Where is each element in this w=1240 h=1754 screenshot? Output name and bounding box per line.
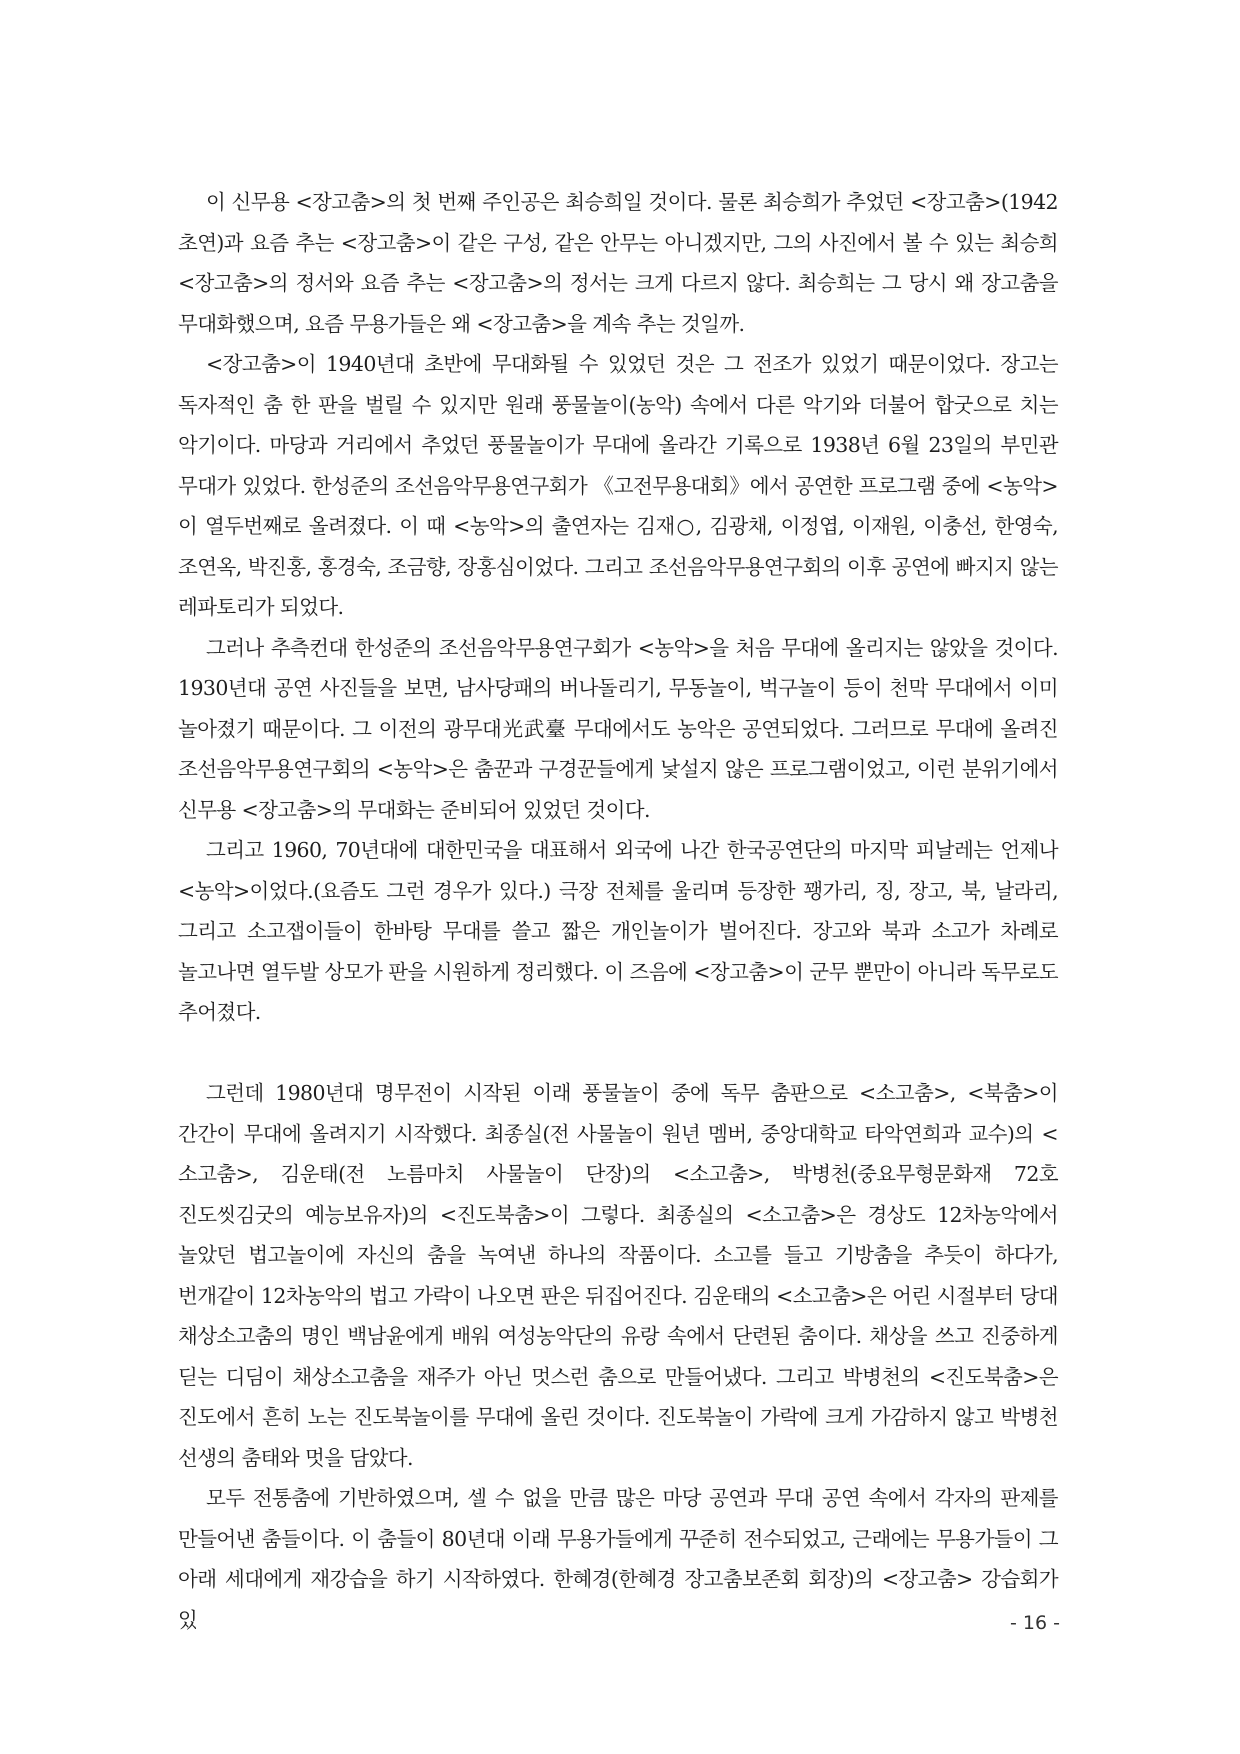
page-number: - 16 -	[1010, 1612, 1060, 1634]
paragraph-3: 그러나 추측컨대 한성준의 조선음악무용연구회가 <농악>을 처음 무대에 올리지는 않았을 것이다. 1930년대 공연 사진들을 보면, 남사당패의 버나돌리기, 무동놀이, 벅구놀이 등이 천막 무대에서 이미 놀아졌기 때문이다. 그 이전의 광무대光武臺 무대에서도 농악은 공연되었다. 그러므로 무대에 올려진 조선음악무용연구회의 <농악>은 춤꾼과 구경꾼들에게 낯설지 않은 프로그램이었고, 이런 분위기에서 신무용 <장고춤>의 무대화는 준비되어 있었던 것이다.	[178, 635, 1058, 822]
paragraph-1: 이 신무용 <장고춤>의 첫 번째 주인공은 최승희일 것이다. 물론 최승희가 추었던 <장고춤>(1942 초연)과 요즘 추는 <장고춤>이 같은 구성, 같은 안무는 아니겠지만, 그의 사진에서 볼 수 있는 최승희 <장고춤>의 정서와 요즘 추는 <장고춤>의 정서는 크게 다르지 않다. 최승희는 그 당시 왜 장고춤을 무대화했으며, 요즘 무용가들은 왜 <장고춤>을 계속 추는 것일까.	[178, 190, 1058, 336]
paragraph-6: 모두 전통춤에 기반하였으며, 셀 수 없을 만큼 많은 마당 공연과 무대 공연 속에서 각자의 판제를 만들어낸 춤들이다. 이 춤들이 80년대 이래 무용가들에게 꾸준히 전수되었고, 근래에는 무용가들이 그 아래 세대에게 재강습을 하기 시작하였다. 한혜경(한혜경 장고춤보존회 회장)의 <장고춤> 강습회가 있	[178, 1486, 1058, 1632]
document-body	[178, 182, 1058, 1640]
paragraph-5: 그런데 1980년대 명무전이 시작된 이래 풍물놀이 중에 독무 춤판으로 <소고춤>, <북춤>이 간간이 무대에 올려지기 시작했다. 최종실(전 사물놀이 원년 멤버, 중앙대학교 타악연희과 교수)의 <소고춤>, 김운태(전 노름마치 사물놀이 단장)의 <소고춤>, 박병천(중요무형문화재 72호 진도씻김굿의 예능보유자)의 <진도북춤>이 그렇다. 최종실의 <소고춤>은 경상도 12차농악에서 놀았던 법고놀이에 자신의 춤을 녹여낸 하나의 작품이다. 소고를 들고 기방춤을 추듯이 하다가, 번개같이 12차농악의 법고 가락이 나오면 판은 뒤집어진다. 김운태의 <소고춤>은 어린 시절부터 당대 채상소고춤의 명인 백남윤에게 배워 여성농악단의 유랑 속에서 단련된 춤이다. 채상을 쓰고 진중하게 딛는 디딤이 채상소고춤을 재주가 아닌 멋스런 춤으로 만들어냈다. 그리고 박병천의 <진도북춤>은 진도에서 흔히 노는 진도북놀이를 무대에 올린 것이다. 진도북놀이 가락에 크게 가감하지 않고 박병천 선생의 춤태와 멋을 담았다.	[178, 1081, 1058, 1470]
paragraph-2: <장고춤>이 1940년대 초반에 무대화될 수 있었던 것은 그 전조가 있었기 때문이었다. 장고는 독자적인 춤 한 판을 벌릴 수 있지만 원래 풍물놀이(농악) 속에서 다른 악기와 더불어 합굿으로 치는 악기이다. 마당과 거리에서 추었던 풍물놀이가 무대에 올라간 기록으로 1938년 6월 23일의 부민관 무대가 있었다. 한성준의 조선음악무용연구회가 《고전무용대회》에서 공연한 프로그램 중에 <농악>이 열두번째로 올려졌다. 이 때 <농악>의 출연자는 김재○, 김광채, 이정엽, 이재원, 이충선, 한영숙, 조연옥, 박진홍, 홍경숙, 조금향, 장홍심이었다. 그리고 조선음악무용연구회의 이후 공연에 빠지지 않는 레파토리가 되었다.	[178, 352, 1058, 619]
paragraph-4: 그리고 1960, 70년대에 대한민국을 대표해서 외국에 나간 한국공연단의 마지막 피날레는 언제나 <농악>이었다.(요즘도 그런 경우가 있다.) 극장 전체를 울리며 등장한 꽹가리, 징, 장고, 북, 날라리, 그리고 소고잽이들이 한바탕 무대를 쓸고 짧은 개인놀이가 벌어진다. 장고와 북과 소고가 차례로 놀고나면 열두발 상모가 판을 시원하게 정리했다. 이 즈음에 <장고춤>이 군무 뿐만이 아니라 독무로도 추어졌다.	[178, 838, 1058, 1024]
